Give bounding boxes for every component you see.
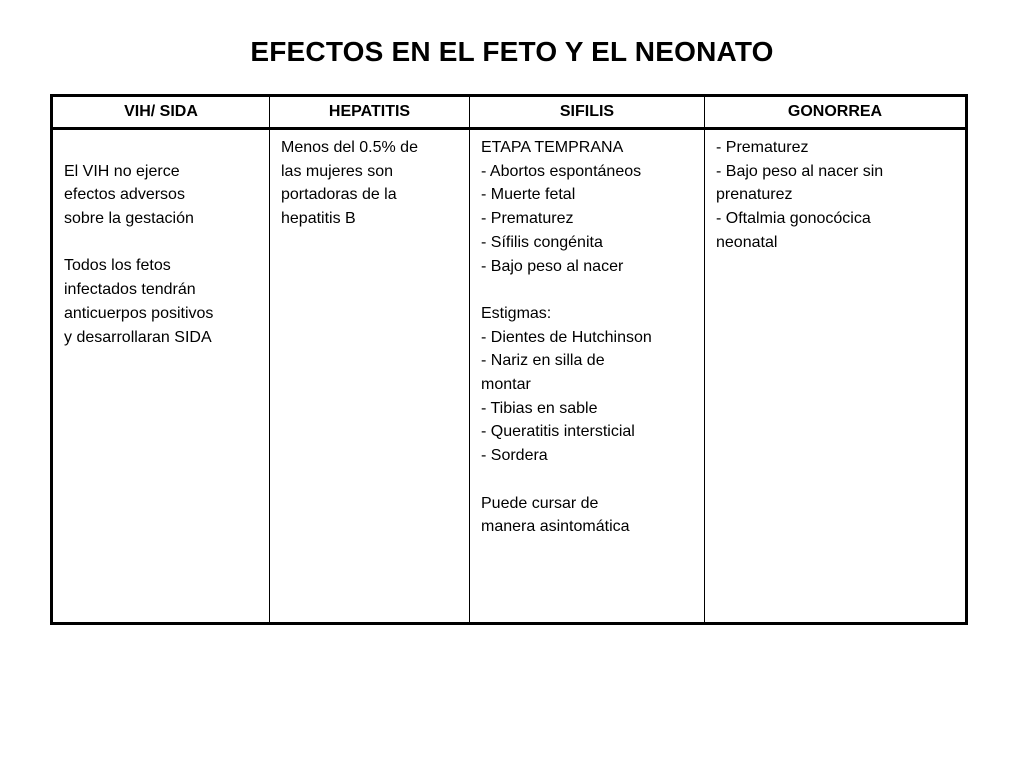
cell-gonorrea [705,129,967,624]
table-row [52,129,967,624]
cell-text-line: - Prematurez [481,210,574,228]
cell-text-line: ETAPA TEMPRANA [481,139,624,156]
cell-text-line: montar [481,376,531,394]
cell-text-line: - Bajo peso al nacer [481,257,624,275]
cell-text-line: prenaturez [716,186,793,204]
cell-text-line: El VIH no ejerce [64,162,180,180]
blank-line [64,231,259,255]
cell-vih-sida [52,129,270,624]
cell-text-line: - Muerte fetal [481,186,576,204]
cell-text-line: - Sífilis congénita [481,233,603,251]
cell-text-line: - Prematurez [716,139,809,156]
cell-text-line: manera asintomática [481,518,630,536]
effects-table [50,94,968,625]
cell-text-line: sobre la gestación [64,210,194,228]
cell-text-line: - Oftalmia gonocócica [716,210,871,228]
cell-text-line: - Bajo peso al nacer sin [716,162,884,180]
cell-text-line: - Nariz en silla de [481,352,605,370]
table-header-row [52,96,967,129]
cell-text-line: neonatal [716,233,778,251]
cell-text-line: - Dientes de Hutchinson [481,328,652,346]
cell-text-line: Menos del 0.5% de [281,139,418,156]
header-hepatitis: HEPATITIS [270,96,470,129]
cell-text-line: infectados tendrán [64,281,196,299]
cell-text-line: Puede cursar de [481,494,599,512]
cell-text-line: - Queratitis intersticial [481,423,635,441]
cell-text-line: efectos adversos [64,186,185,204]
header-sifilis: SIFILIS [470,96,705,129]
cell-text-line: hepatitis B [281,210,356,228]
header-vih-sida: VIH/ SIDA [52,96,270,129]
cell-text-line: Todos los fetos [64,257,171,275]
cell-text-line: las mujeres son [281,162,394,180]
cell-hepatitis [270,129,470,624]
cell-text-line: - Tibias en sable [481,399,598,417]
blank-line [64,136,259,160]
cell-text-line: Estigmas: [481,304,552,322]
blank-line [481,278,694,302]
cell-text-line: - Sordera [481,447,548,465]
cell-text-line: - Abortos espontáneos [481,162,642,180]
cell-sifilis [470,129,705,624]
cell-text-line: anticuerpos positivos [64,304,214,322]
header-gonorrea: GONORREA [705,96,967,129]
cell-text-line: portadoras de la [281,186,397,204]
blank-line [481,468,694,492]
slide-title: EFECTOS EN EL FETO Y EL NEONATO [250,36,774,67]
cell-text-line: y desarrollaran SIDA [64,328,212,346]
